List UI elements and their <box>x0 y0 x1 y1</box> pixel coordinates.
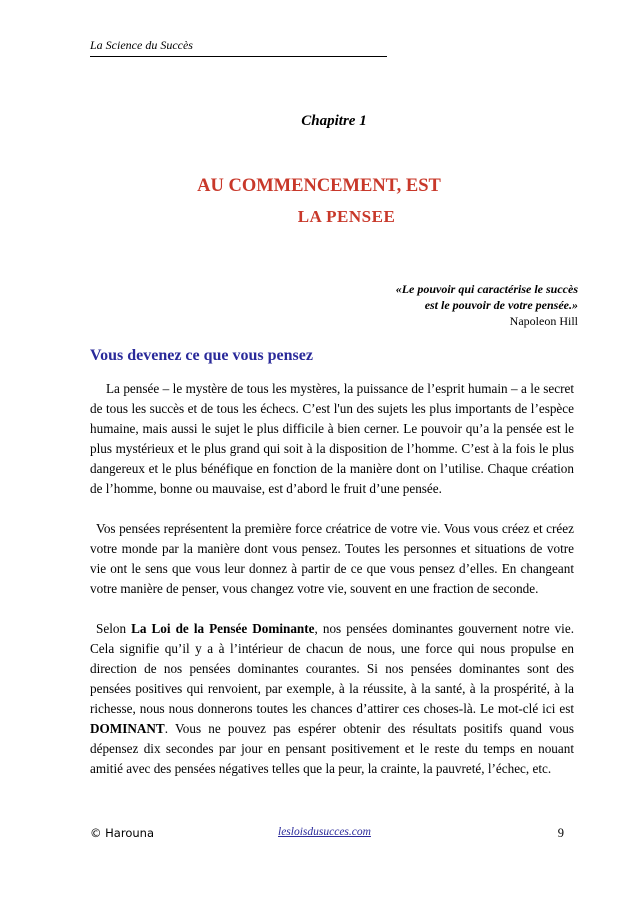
epigraph-author: Napoleon Hill <box>509 314 578 328</box>
paragraph-3-end: . Vous ne pouvez pas espérer obtenir des résultats positifs quand vous dépensez dix secondes par jour en pensant positivement et le reste du temps en nouant amitié avec des pensées négatives telles que la peur, la crainte, la pauvreté, l’échec, etc. <box>90 721 574 776</box>
paragraph-2: Vos pensées représentent la première force créatrice de votre vie. Vous vous créez et créez votre monde par la manière dont vous pensez. Toutes les personnes et situations de votre vie ont le sens que vous leur donnez à partir de ce que vous pensez d’elles. En changeant votre manière de penser, vous changez votre vie, souvent en une fraction de seconde. <box>90 521 574 596</box>
epigraph-line2: est le pouvoir de votre pensée.» <box>424 298 578 312</box>
footer-copyright: © Harouna <box>90 826 154 840</box>
law-name: La Loi de la Pensée Dominante <box>131 621 315 636</box>
body-text <box>90 379 574 799</box>
chapter-label: Chapitre 1 <box>301 113 367 129</box>
chapter-title-line2: LA PENSEE <box>297 207 396 226</box>
keyword: DOMINANT <box>90 721 165 736</box>
paragraph-3 <box>90 619 574 779</box>
epigraph <box>396 281 578 329</box>
page-number: 9 <box>557 826 564 840</box>
paragraph-3-middle: , nos pensées dominantes gouvernent notre vie. Cela signifie qu’il y a à l’intérieur de chacun de nous, une force qui nous propulse en direction de nos pensées dominantes courantes. Si nos pensées dominantes sont des pensées positives qui renvoient, par exemple, à la réussite, à la santé, à la prospérité, à la richesse, nous nous donnerons toutes les chances d’attirer ces choses-là. Le mot-clé ici est <box>90 621 574 716</box>
running-header: La Science du Succès <box>90 38 387 57</box>
chapter-title-line1: AU COMMENCEMENT, EST <box>197 176 441 196</box>
section-heading: Vous devenez ce que vous pensez <box>90 347 313 364</box>
paragraph-3-intro: Selon <box>96 621 132 636</box>
footer-website-link[interactable]: lesloisdusucces.com <box>278 826 371 838</box>
epigraph-line1: «Le pouvoir qui caractérise le succès <box>395 282 578 296</box>
paragraph-1: La pensée – le mystère de tous les mystères, la puissance de l’esprit humain – a le secret de tous les succès et de tous les échecs. C’est l'un des sujets les plus importants de l’espèce humaine, mais aussi le sujet le plus difficile à bien cerner. Le pouvoir qu’a la pensée est le plus mystérieux et le plus grand qui soit à la disposition de l’homme. C’est à la fois le plus dangereux et le plus bénéfique en fonction de la manière dont on l’utilise. Chaque création de l’homme, bonne ou mauvaise, est d’abord le fruit d’une pensée. <box>90 381 574 496</box>
